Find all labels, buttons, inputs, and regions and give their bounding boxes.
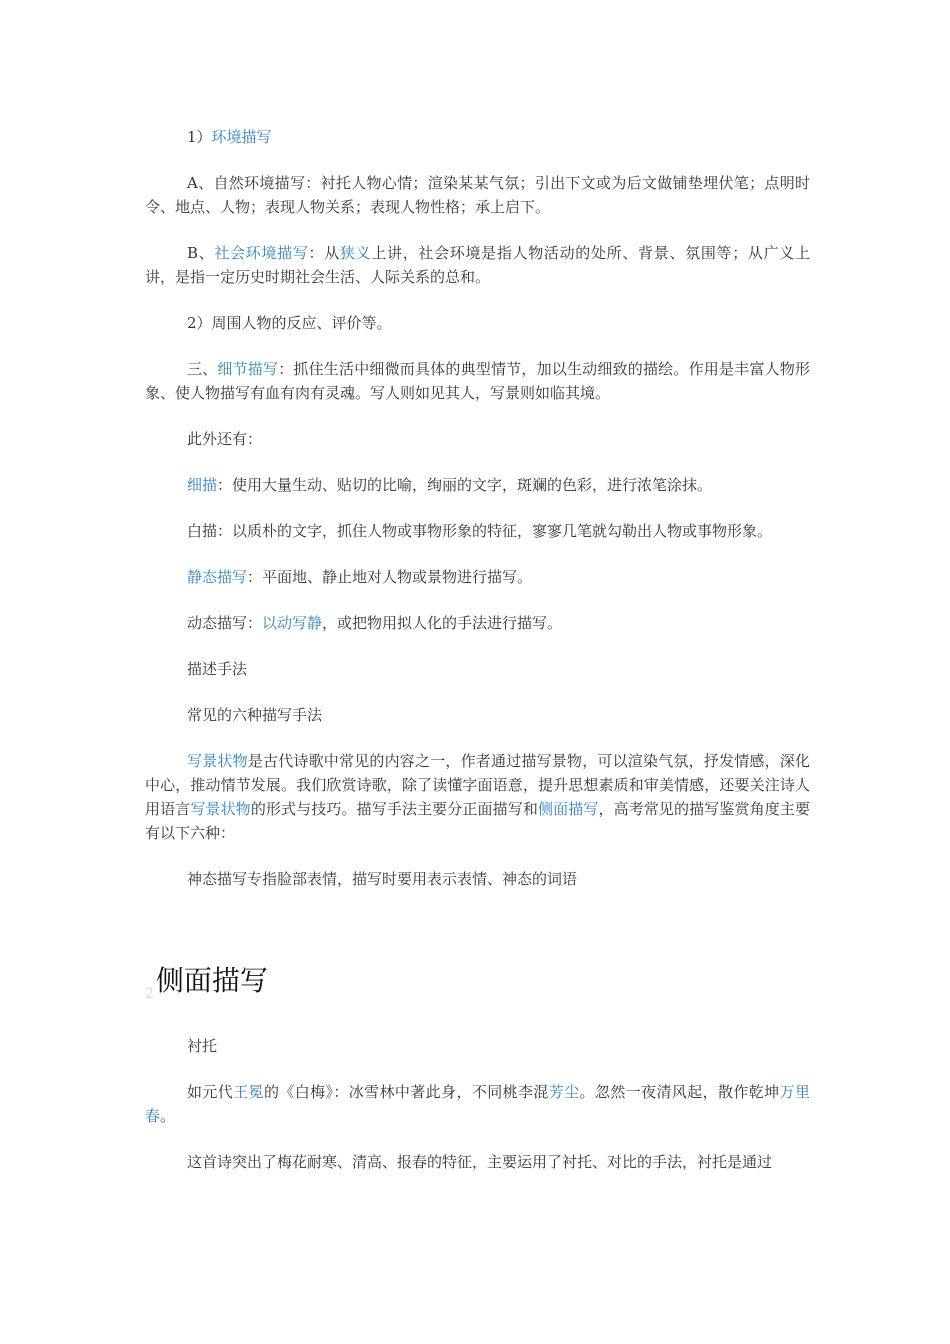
- paragraph: 神态描写专指脸部表情，描写时要用表示表情、神态的词语: [187, 870, 578, 888]
- link-detail-description[interactable]: 细节描写: [217, 360, 279, 378]
- link-side-description[interactable]: 侧面描写: [538, 800, 599, 818]
- link-static-description[interactable]: 静态描写: [187, 568, 248, 586]
- link-social-environment[interactable]: 社会环境描写: [214, 244, 309, 262]
- paragraph: 衬托: [187, 1037, 218, 1055]
- heading-number: 2: [145, 986, 154, 1002]
- heading-title: 侧面描写: [155, 964, 268, 997]
- paragraph: B、社会环境描写：从狭义上讲，社会环境是指人物活动的处所、背景、氛围等；从广义上讲，是指一定历史时期社会生活、人际关系的总和。: [145, 244, 810, 286]
- paragraph: A、自然环境描写：衬托人物心情；渲染某某气氛；引出下文或为后文做铺垫埋伏笔；点明时令、地点、人物；表现人物关系；表现人物性格；承上启下。: [145, 174, 810, 216]
- paragraph: 白描：以质朴的文字，抓住人物或事物形象的特征，寥寥几笔就勾勒出人物或事物形象。: [187, 522, 773, 540]
- section-heading: [145, 961, 810, 1014]
- paragraph: 动态描写：以动写静，或把物用拟人化的手法进行描写。: [187, 614, 563, 632]
- link-narrow-sense[interactable]: 狭义: [339, 244, 372, 262]
- paragraph: 写景状物是古代诗歌中常见的内容之一，作者通过描写景物，可以渲染气氛，抒发情感，深化中心，推动情节发展。我们欣赏诗歌，除了读懂字面语意，提升思想素质和审美情感，还要关注诗人用语言写景状物的形式与技巧。描写手法主要分正面描写和侧面描写，高考常见的描写鉴赏角度主要有以下六种：: [145, 752, 810, 842]
- article-body: [145, 125, 810, 1196]
- paragraph: 这首诗突出了梅花耐寒、清高、报春的特征，主要运用了衬托、对比的手法，衬托是通过: [187, 1153, 773, 1171]
- link-wan-li-chun[interactable]: 万里春: [145, 1083, 810, 1125]
- link-environment-description[interactable]: 环境描写: [211, 128, 272, 146]
- paragraph: 三、细节描写：抓住生活中细微而具体的典型情节，加以生动细致的描绘。作用是丰富人物形象、使人物描写有血有肉有灵魂。写人则如见其人，写景则如临其境。: [145, 360, 810, 402]
- paragraph: 如元代王冕的《白梅》：冰雪林中著此身，不同桃李混芳尘。忽然一夜清风起，散作乾坤万里春。: [145, 1083, 810, 1125]
- link-fang-chen[interactable]: 芳尘: [548, 1083, 580, 1101]
- paragraph: 此外还有：: [187, 430, 263, 448]
- paragraph: 2）周围人物的反应、评价等。: [187, 314, 392, 332]
- paragraph: 细描：使用大量生动、贴切的比喻，绚丽的文字，斑斓的色彩，进行浓笔涂抹。: [187, 476, 713, 494]
- paragraph: 静态描写：平面地、静止地对人物或景物进行描写。: [187, 568, 533, 586]
- paragraph: 描述手法: [187, 660, 248, 678]
- link-fine-description[interactable]: 细描: [187, 476, 218, 494]
- paragraph: 常见的六种描写手法: [187, 706, 323, 724]
- link-motion-for-stillness[interactable]: 以动写静: [262, 614, 323, 632]
- link-wang-mian[interactable]: 王冕: [233, 1083, 264, 1101]
- paragraph: 1）环境描写: [187, 128, 272, 146]
- link-scenery-description-2[interactable]: 写景状物: [190, 800, 251, 818]
- link-scenery-description[interactable]: 写景状物: [187, 752, 248, 770]
